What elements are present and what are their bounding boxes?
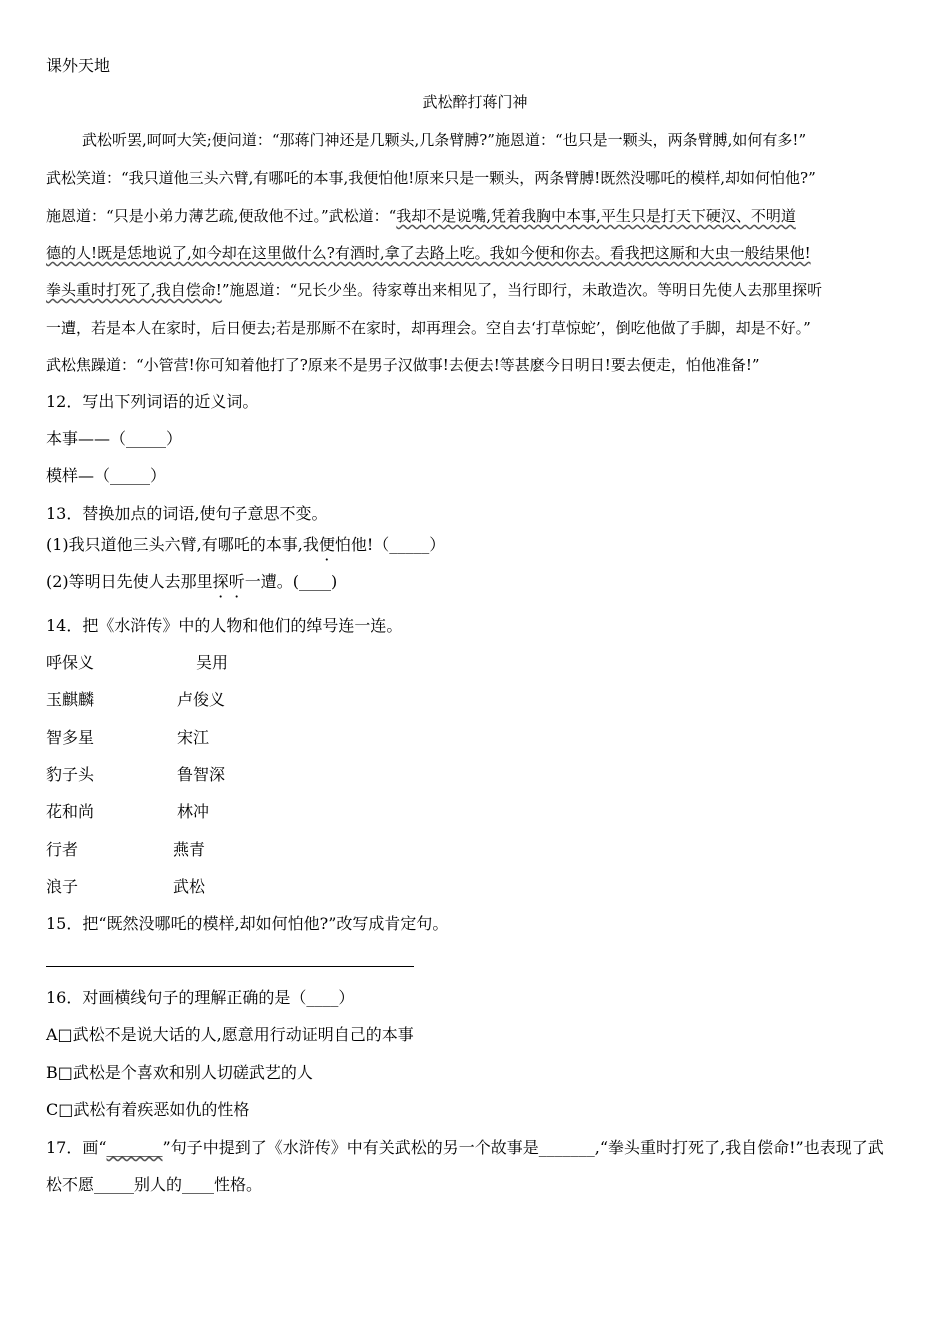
character-name: 卢俊义 [177,690,226,709]
passage-line-1: 武松听罢,呵呵大笑;便问道：“那蒋门神还是几颗头,几条臂膊?”施恩道：“也只是一颗头，两条臂膊,如何有多!” [82,131,807,149]
q15-stem: 15．把“既然没哪吒的模样,却如何怕他?”改写成肯定句。 [46,914,449,933]
underlined-sentence-part-2: 德的人!既是恁地说了,如今却在这里做什么?有酒时,拿了去路上吃。我如今便和你去。看我把这厮和大虫一般结果他! [46,244,811,262]
passage-line-5 [46,280,908,300]
q17-wavy-blank: _______ [106,1138,163,1157]
passage-line-4 [46,243,908,263]
q13-item-2 [46,572,337,592]
q17-line-2: 松不愿_____别人的____性格。 [46,1175,263,1194]
nickname-item: 花和尚 [46,802,95,821]
q12-item-1: 本事——（_____） [46,429,183,448]
q17-part-2: ”句子中提到了《水浒传》中有关武松的另一个故事是_______,“拳头重时打死了,我自偿命!”也表现了武 [162,1138,884,1157]
nickname-item: 玉麒麟 [46,690,95,709]
q13-item-1-post: 怕他!（_____） [334,535,446,554]
q12-stem: 12．写出下列词语的近义词。 [46,392,259,411]
character-name: 武松 [173,877,206,896]
q14-stem: 14．把《水浒传》中的人物和他们的绰号连一连。 [46,616,403,635]
section-title: 课外天地 [46,56,111,75]
passage-line-6: 一遭，若是本人在家时，后日便去;若是那厮不在家时，却再理会。空自去‘打草惊蛇’，倒吃他做了手脚，却是不好。” [46,319,811,337]
q12-item-2: 模样—（_____） [46,466,167,485]
passage-line-2: 武松笑道：“我只道他三头六臂,有哪吒的本事,我便怕他!原来只是一颗头，两条臂膊!既然没哪吒的模样,却如何怕他?” [46,169,816,187]
passage-line-5-text: ”施恩道：“兄长少坐。待家尊出来相见了，当行即行，未敢造次。等明日先使人去那里探听 [221,281,823,299]
dotted-word-ting: 听 [228,572,245,591]
passage-line-3 [46,206,908,226]
q16-option-c: C□武松有着疾恶如仇的性格 [46,1100,250,1119]
q16-stem: 16．对画横线句子的理解正确的是（____） [46,988,355,1007]
q13-item-1-pre: (1)我只道他三头六臂,有哪吒的本事,我 [46,535,319,554]
passage-line-7: 武松焦躁道：“小管营!你可知着他打了?原来不是男子汉做事!去便去!等甚麽今日明日!要去便走，怕他准备!” [46,356,760,374]
character-name: 鲁智深 [177,765,226,784]
dotted-word-bian: 便 [318,535,335,554]
nickname-item: 呼保义 [46,653,95,672]
q15-answer-line[interactable] [46,966,414,967]
passage-line-3-text: 施恩道：“只是小弟力薄艺疏,便敌他不过。”武松道：“ [46,207,397,225]
q17-part-1: 17．画“ [46,1138,107,1157]
nickname-item: 豹子头 [46,765,95,784]
dotted-word-tan: 探 [212,572,229,591]
q17-line-1 [46,1138,884,1158]
q16-option-b: B□武松是个喜欢和别人切磋武艺的人 [46,1063,313,1082]
q13-item-2-post: 一遭。(____) [244,572,338,591]
nickname-item: 浪子 [46,877,79,896]
character-name: 林冲 [177,802,210,821]
passage-title: 武松醉打蒋门神 [422,93,528,111]
nickname-item: 智多星 [46,728,95,747]
character-name: 吴用 [196,653,229,672]
underlined-sentence-part-3: 拳头重时打死了,我自偿命! [46,281,222,299]
character-name: 宋江 [177,728,210,747]
character-name: 燕青 [173,840,206,859]
q13-stem: 13．替换加点的词语,使句子意思不变。 [46,504,328,523]
nickname-item: 行者 [46,840,79,859]
q16-option-a: A□武松不是说大话的人,愿意用行动证明自己的本事 [46,1025,414,1044]
q13-item-1 [46,535,445,555]
underlined-sentence-part-1: 我却不是说嘴,凭着我胸中本事,平生只是打天下硬汉、不明道 [396,207,796,225]
q13-item-2-pre: (2)等明日先使人去那里 [46,572,213,591]
